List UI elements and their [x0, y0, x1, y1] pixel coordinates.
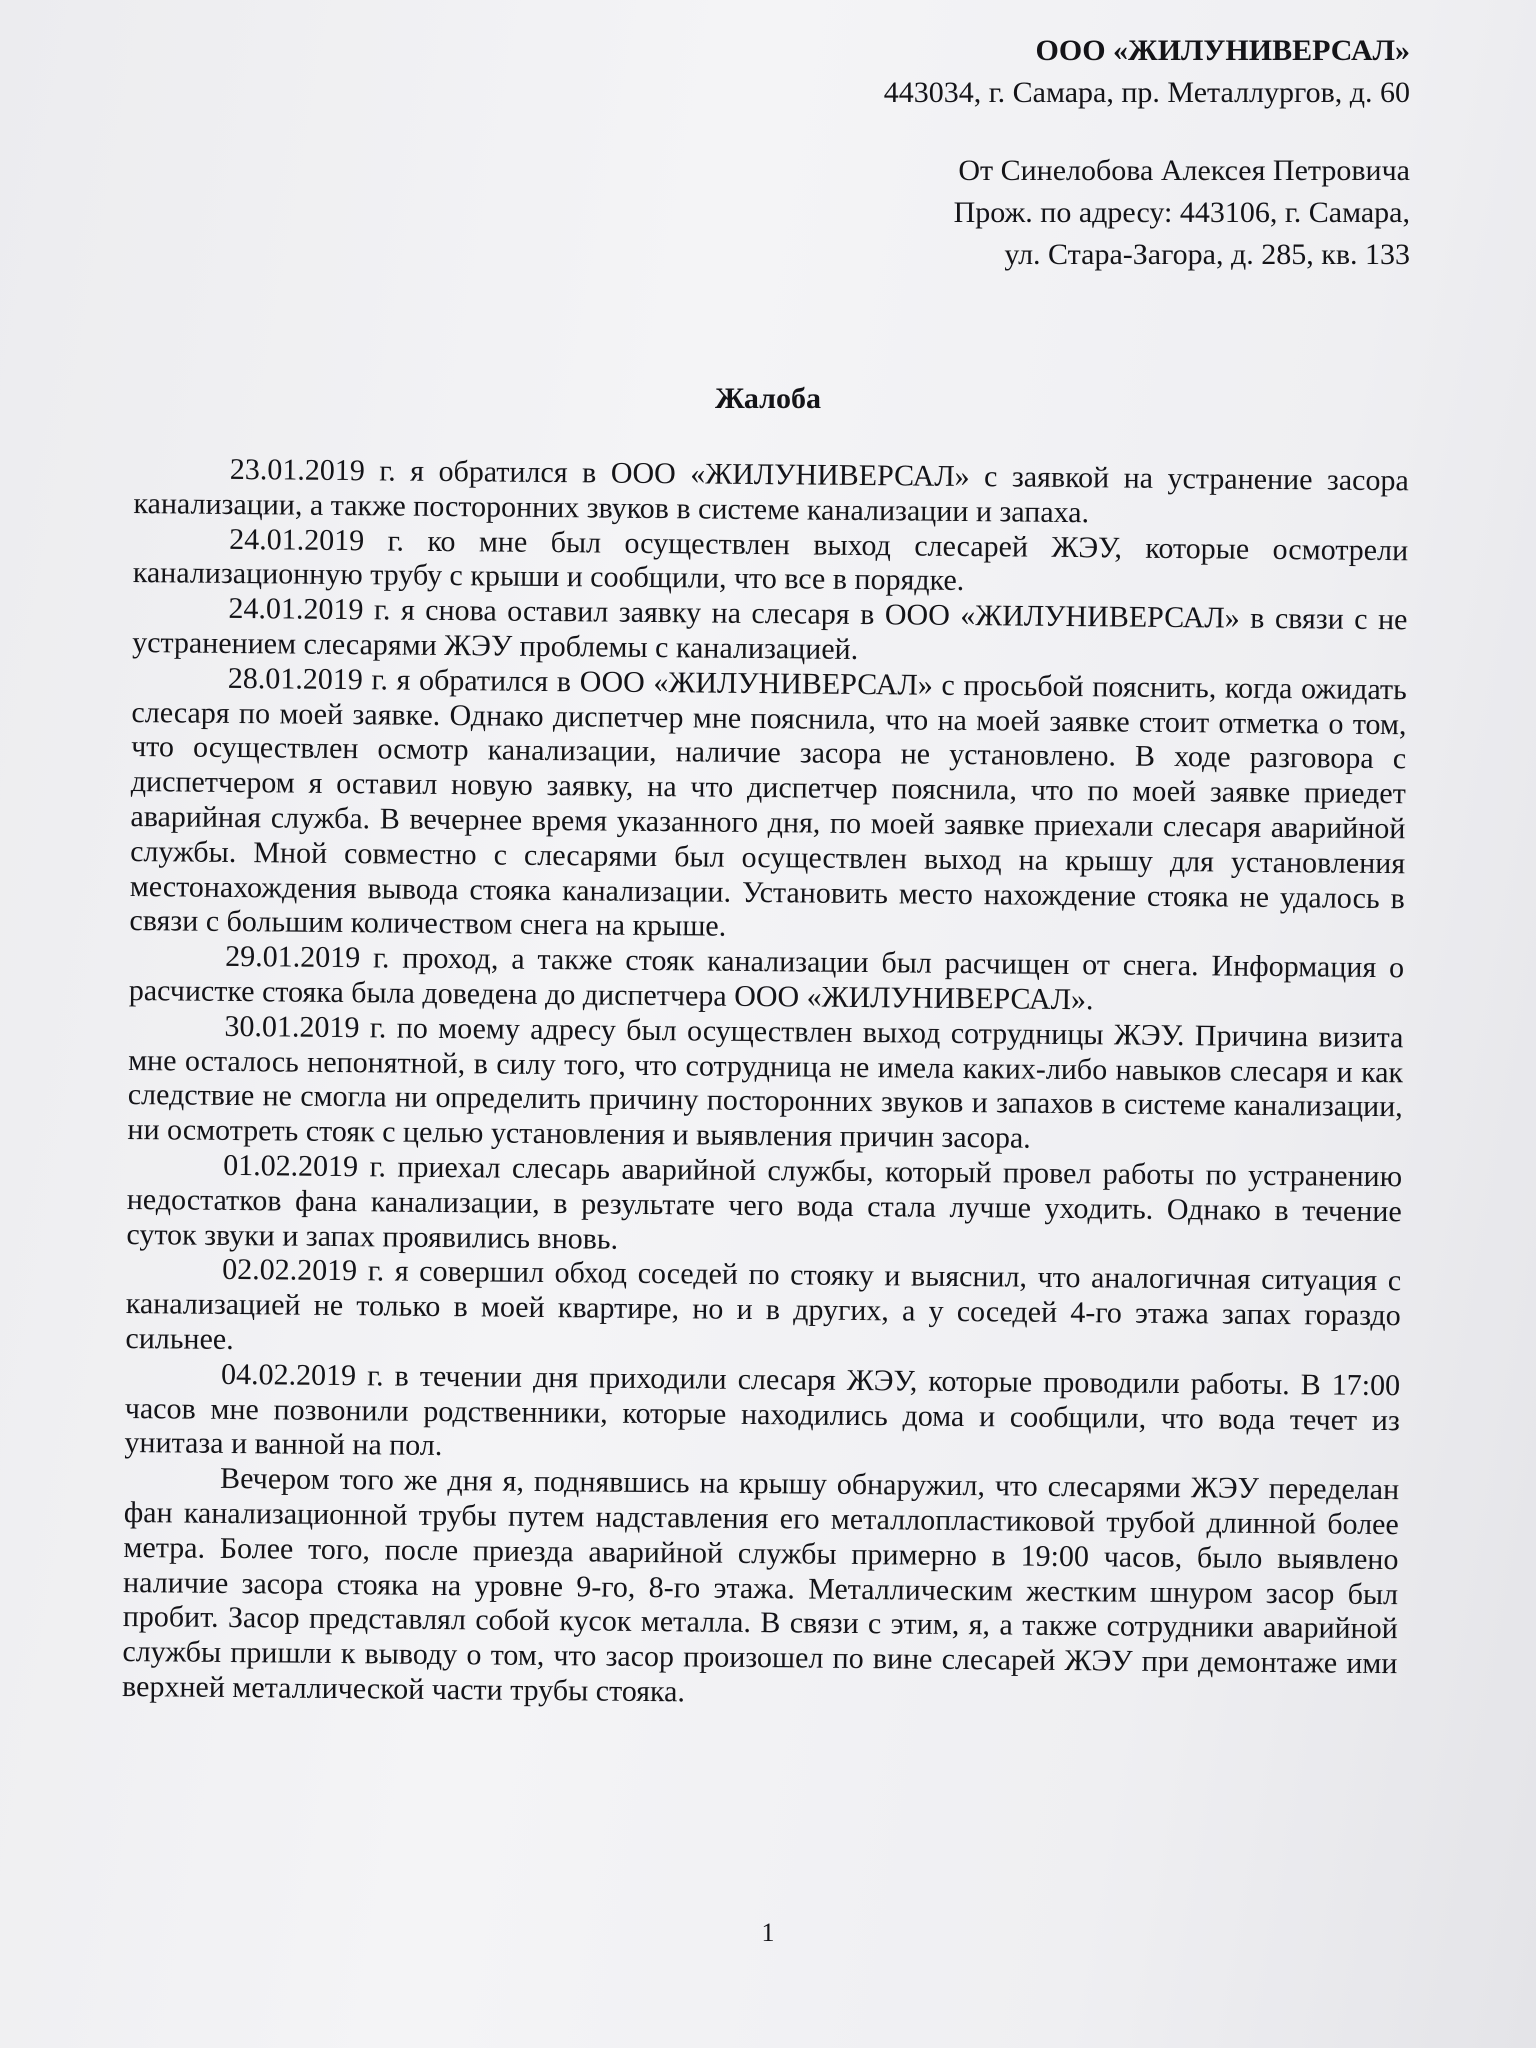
paragraph: 29.01.2019 г. проход, а также стояк канализации был расчищен от снега. Информация о расчистке стояка была доведена до диспетчера ООО «ЖИЛУНИВЕРСАЛ». [128, 940, 1405, 1017]
paragraph: 28.01.2019 г. я обратился в ООО «ЖИЛУНИВЕРСАЛ» с просьбой пояснить, когда ожидать слесаря по моей заявке. Однако диспетчер мне пояснила, что на моей заявке стоит отметка о том, что осуществлен осмотр канализации, наличие засора не установлено. В ходе разговора с диспетчером я оставил новую заявку, на что диспетчер пояснила, что по моей заявке приедет аварийная служба. В вечернее время указанного дня, по моей заявке приехали слесаря аварийной службы. Мной совместно с слесарями был осуществлен выход на крышу для установления местонахождения вывода стояка канализации. Установить место нахождение стояка не удалось в связи с большим количеством снега на крыше. [129, 661, 1407, 944]
header-block [884, 30, 1410, 276]
paragraph: 04.02.2019 г. в течении дня приходили слесаря ЖЭУ, которые проводили работы. В 17:00 часов мне позвонили родственники, которые находились дома и сообщили, что вода течет из унитаза и ванной на пол. [124, 1357, 1401, 1463]
complaint-body [122, 452, 1409, 1717]
paragraph: 30.01.2019 г. по моему адресу был осуществлен выход сотрудницы ЖЭУ. Причина визита мне осталось непонятной, в силу того, что сотрудница не имела каких-либо навыков слесаря и как следствие не смогла ни определить причину посторонних звуков и запахов в системе канализации, ни осмотреть стояк с целью установления и выявления причин засора. [127, 1009, 1404, 1155]
paragraph: 02.02.2019 г. я совершил обход соседей по стояку и выяснил, что аналогичная ситуация с канализацией не только в моей квартире, но и в других, а у соседей 4-го этажа запах гораздо сильнее. [125, 1253, 1402, 1356]
paragraph: 23.01.2019 г. я обратился в ООО «ЖИЛУНИВЕРСАЛ» с заявкой на устранение засора канализации, а также посторонних звуков в системе канализации и запаха. [133, 452, 1409, 529]
sender-name: От Синелобова Алексея Петровича [958, 154, 1410, 187]
recipient-org-address: 443034, г. Самара, пр. Металлургов, д. 60 [883, 76, 1410, 109]
sender-residence: Прож. по адресу: 443106, г. Самара, [953, 196, 1410, 229]
paragraph: Вечером того же дня я, поднявшись на крышу обнаружил, что слесарями ЖЭУ переделан фан канализационной трубы путем надставления его металлопластиковой трубой длинной более метра. Более того, после приезда аварийной службы примерно в 19:00 часов, было выявлено наличие засора стояка на уровне 9-го, 8-го этажа. Металлическим жестким шнуром засор был пробит. Засор представлял собой кусок металла. В связи с этим, я, а также сотрудники аварийной службы пришли к выводу о том, что засор произошел по вине слесарей ЖЭУ при демонтаже ими верхней металлической части трубы стояка. [121, 1461, 1400, 1709]
paragraph: 01.02.2019 г. приехал слесарь аварийной службы, который провел работы по устранению недостатков фана канализации, в результате чего вода стала лучше уходить. Однако в течение суток звуки и запах проявились вновь. [126, 1148, 1403, 1256]
document-title: Жалоба [714, 382, 821, 415]
page-number: 1 [761, 1918, 775, 1947]
sender-street: ул. Стара-Загора, д. 285, кв. 133 [1004, 238, 1410, 271]
sender-block [884, 150, 1410, 276]
recipient-org-name: ООО «ЖИЛУНИВЕРСАЛ» [1035, 34, 1410, 67]
paragraph: 24.01.2019 г. ко мне был осуществлен выход слесарей ЖЭУ, которые осмотрели канализационную трубу с крыши и сообщили, что все в порядке. [132, 522, 1409, 598]
paragraph: 24.01.2019 г. я снова оставил заявку на слесаря в ООО «ЖИЛУНИВЕРСАЛ» в связи с не устранением слесарями ЖЭУ проблемы с канализацией. [132, 592, 1408, 666]
